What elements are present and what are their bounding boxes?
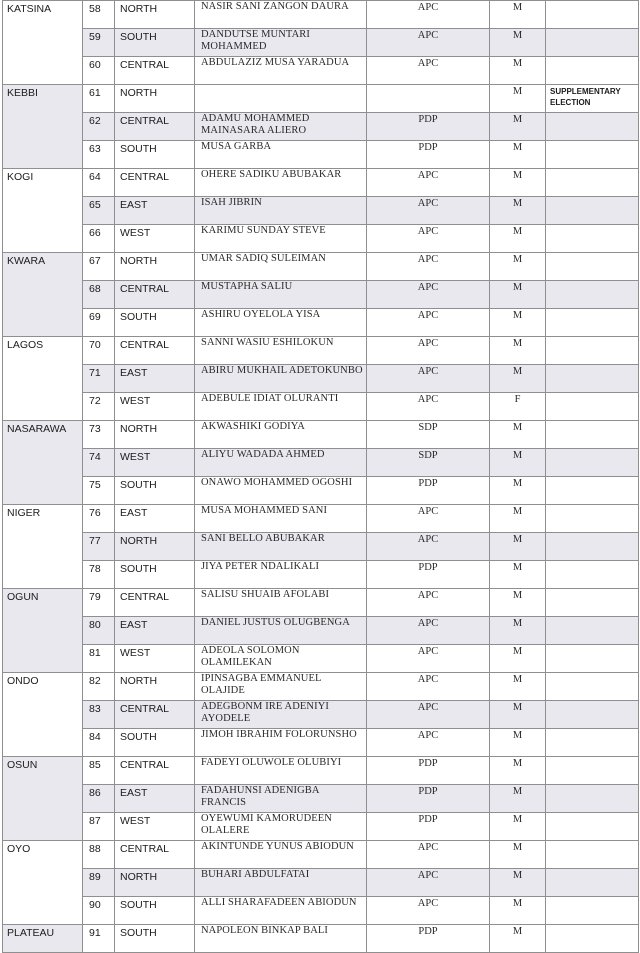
remark-cell xyxy=(546,169,639,197)
remark-cell xyxy=(546,1,639,29)
district-number-cell: 69 xyxy=(83,309,115,337)
candidate-name-cell: OHERE SADIKU ABUBAKAR xyxy=(195,169,367,197)
table-row xyxy=(3,1,639,29)
state-group xyxy=(3,925,639,953)
party-cell: PDP xyxy=(367,925,490,953)
gender-cell: M xyxy=(490,561,546,589)
district-number-cell: 75 xyxy=(83,477,115,505)
district-number-cell: 60 xyxy=(83,57,115,85)
party-cell: APC xyxy=(367,1,490,29)
remark-cell xyxy=(546,617,639,645)
district-number-cell: 64 xyxy=(83,169,115,197)
district-number-cell: 88 xyxy=(83,841,115,869)
candidate-name-cell: SALISU SHUAIB AFOLABI xyxy=(195,589,367,617)
state-group xyxy=(3,337,639,421)
district-number-cell: 81 xyxy=(83,645,115,673)
party-cell: PDP xyxy=(367,141,490,169)
party-cell: SDP xyxy=(367,421,490,449)
state-cell: PLATEAU xyxy=(3,925,83,953)
candidate-name-cell: MUSA GARBA xyxy=(195,141,367,169)
candidate-name-cell: IPINSAGBA EMMANUEL OLAJIDE xyxy=(195,673,367,701)
gender-cell: F xyxy=(490,393,546,421)
candidate-name-cell: MUSTAPHA SALIU xyxy=(195,281,367,309)
party-cell: APC xyxy=(367,57,490,85)
candidate-name-cell: ADEOLA SOLOMON OLAMILEKAN xyxy=(195,645,367,673)
district-number-cell: 73 xyxy=(83,421,115,449)
district-number-cell: 84 xyxy=(83,729,115,757)
table-row xyxy=(3,757,639,785)
state-group xyxy=(3,673,639,757)
senatorial-zone-cell: SOUTH xyxy=(115,141,195,169)
gender-cell: M xyxy=(490,925,546,953)
party-cell: APC xyxy=(367,281,490,309)
candidate-name-cell: ASHIRU OYELOLA YISA xyxy=(195,309,367,337)
candidate-name-cell: BUHARI ABDULFATAI xyxy=(195,869,367,897)
district-number-cell: 70 xyxy=(83,337,115,365)
remark-cell xyxy=(546,309,639,337)
gender-cell: M xyxy=(490,841,546,869)
table-row xyxy=(3,141,639,169)
remark-cell xyxy=(546,533,639,561)
candidate-name-cell: ABIRU MUKHAIL ADETOKUNBO xyxy=(195,365,367,393)
district-number-cell: 68 xyxy=(83,281,115,309)
gender-cell: M xyxy=(490,813,546,841)
gender-cell: M xyxy=(490,365,546,393)
party-cell: APC xyxy=(367,365,490,393)
candidate-name-cell: AKINTUNDE YUNUS ABIODUN xyxy=(195,841,367,869)
senatorial-zone-cell: WEST xyxy=(115,449,195,477)
district-number-cell: 61 xyxy=(83,85,115,113)
candidate-name-cell: ADEGBONM IRE ADENIYI AYODELE xyxy=(195,701,367,729)
district-number-cell: 80 xyxy=(83,617,115,645)
party-cell: PDP xyxy=(367,785,490,813)
table-row xyxy=(3,589,639,617)
senatorial-zone-cell: WEST xyxy=(115,645,195,673)
table-row xyxy=(3,281,639,309)
candidate-name-cell: ISAH JIBRIN xyxy=(195,197,367,225)
party-cell: APC xyxy=(367,869,490,897)
senatorial-zone-cell: CENTRAL xyxy=(115,169,195,197)
party-cell: APC xyxy=(367,505,490,533)
senatorial-zone-cell: NORTH xyxy=(115,85,195,113)
senatorial-zone-cell: SOUTH xyxy=(115,729,195,757)
district-number-cell: 63 xyxy=(83,141,115,169)
district-number-cell: 83 xyxy=(83,701,115,729)
state-group xyxy=(3,1,639,85)
senatorial-zone-cell: WEST xyxy=(115,813,195,841)
remark-cell xyxy=(546,589,639,617)
party-cell: APC xyxy=(367,533,490,561)
gender-cell: M xyxy=(490,645,546,673)
remark-cell xyxy=(546,337,639,365)
senatorial-zone-cell: WEST xyxy=(115,393,195,421)
remark-cell xyxy=(546,701,639,729)
state-group xyxy=(3,757,639,841)
gender-cell: M xyxy=(490,701,546,729)
candidate-name-cell: FADEYI OLUWOLE OLUBIYI xyxy=(195,757,367,785)
party-cell: APC xyxy=(367,673,490,701)
table-row xyxy=(3,729,639,757)
party-cell xyxy=(367,85,490,113)
candidate-name-cell: ALLI SHARAFADEEN ABIODUN xyxy=(195,897,367,925)
district-number-cell: 79 xyxy=(83,589,115,617)
remark-cell xyxy=(546,421,639,449)
district-number-cell: 71 xyxy=(83,365,115,393)
district-number-cell: 67 xyxy=(83,253,115,281)
state-group xyxy=(3,85,639,169)
senatorial-zone-cell: EAST xyxy=(115,197,195,225)
candidate-name-cell: FADAHUNSI ADENIGBA FRANCIS xyxy=(195,785,367,813)
party-cell: APC xyxy=(367,169,490,197)
table-row xyxy=(3,393,639,421)
senatorial-zone-cell: EAST xyxy=(115,505,195,533)
district-number-cell: 66 xyxy=(83,225,115,253)
gender-cell: M xyxy=(490,897,546,925)
district-number-cell: 85 xyxy=(83,757,115,785)
results-table xyxy=(2,0,639,953)
candidate-name-cell: SANI BELLO ABUBAKAR xyxy=(195,533,367,561)
table-row xyxy=(3,421,639,449)
party-cell: APC xyxy=(367,337,490,365)
gender-cell: M xyxy=(490,617,546,645)
senatorial-zone-cell: NORTH xyxy=(115,253,195,281)
remark-cell xyxy=(546,645,639,673)
party-cell: PDP xyxy=(367,561,490,589)
district-number-cell: 89 xyxy=(83,869,115,897)
party-cell: APC xyxy=(367,841,490,869)
table-row xyxy=(3,673,639,701)
table-row xyxy=(3,169,639,197)
remark-cell xyxy=(546,673,639,701)
district-number-cell: 87 xyxy=(83,813,115,841)
candidate-name-cell xyxy=(195,85,367,113)
state-cell: ONDO xyxy=(3,673,83,757)
senatorial-zone-cell: NORTH xyxy=(115,421,195,449)
gender-cell: M xyxy=(490,757,546,785)
table-row xyxy=(3,225,639,253)
table-row xyxy=(3,617,639,645)
gender-cell: M xyxy=(490,449,546,477)
state-cell: NIGER xyxy=(3,505,83,589)
party-cell: PDP xyxy=(367,757,490,785)
remark-cell xyxy=(546,449,639,477)
candidate-name-cell: UMAR SADIQ SULEIMAN xyxy=(195,253,367,281)
senatorial-zone-cell: CENTRAL xyxy=(115,337,195,365)
state-cell: OGUN xyxy=(3,589,83,673)
table-row xyxy=(3,57,639,85)
district-number-cell: 62 xyxy=(83,113,115,141)
state-group xyxy=(3,841,639,925)
party-cell: PDP xyxy=(367,477,490,505)
candidate-name-cell: DANDUTSE MUNTARI MOHAMMED xyxy=(195,29,367,57)
senatorial-zone-cell: NORTH xyxy=(115,533,195,561)
gender-cell: M xyxy=(490,253,546,281)
table-row xyxy=(3,925,639,953)
gender-cell: M xyxy=(490,337,546,365)
table-row xyxy=(3,477,639,505)
candidate-name-cell: KARIMU SUNDAY STEVE xyxy=(195,225,367,253)
senatorial-zone-cell: CENTRAL xyxy=(115,589,195,617)
remark-cell xyxy=(546,561,639,589)
gender-cell: M xyxy=(490,169,546,197)
table-row xyxy=(3,253,639,281)
gender-cell: M xyxy=(490,421,546,449)
party-cell: APC xyxy=(367,309,490,337)
remark-cell: SUPPLEMENTARY ELECTION xyxy=(546,85,639,113)
state-cell: KATSINA xyxy=(3,1,83,85)
gender-cell: M xyxy=(490,225,546,253)
table-row xyxy=(3,785,639,813)
table-row xyxy=(3,337,639,365)
district-number-cell: 78 xyxy=(83,561,115,589)
gender-cell: M xyxy=(490,29,546,57)
table-row xyxy=(3,197,639,225)
gender-cell: M xyxy=(490,589,546,617)
party-cell: APC xyxy=(367,29,490,57)
candidate-name-cell: OYEWUMI KAMORUDEEN OLALERE xyxy=(195,813,367,841)
gender-cell: M xyxy=(490,281,546,309)
district-number-cell: 59 xyxy=(83,29,115,57)
remark-cell xyxy=(546,113,639,141)
senatorial-zone-cell: SOUTH xyxy=(115,897,195,925)
table-row xyxy=(3,29,639,57)
party-cell: APC xyxy=(367,617,490,645)
district-number-cell: 86 xyxy=(83,785,115,813)
senatorial-zone-cell: NORTH xyxy=(115,1,195,29)
gender-cell: M xyxy=(490,57,546,85)
gender-cell: M xyxy=(490,1,546,29)
senatorial-zone-cell: CENTRAL xyxy=(115,281,195,309)
senatorial-zone-cell: SOUTH xyxy=(115,925,195,953)
senatorial-zone-cell: CENTRAL xyxy=(115,701,195,729)
gender-cell: M xyxy=(490,729,546,757)
remark-cell xyxy=(546,365,639,393)
senatorial-zone-cell: CENTRAL xyxy=(115,841,195,869)
gender-cell: M xyxy=(490,533,546,561)
table-row xyxy=(3,841,639,869)
table-row xyxy=(3,645,639,673)
candidate-name-cell: AKWASHIKI GODIYA xyxy=(195,421,367,449)
district-number-cell: 90 xyxy=(83,897,115,925)
senatorial-zone-cell: WEST xyxy=(115,225,195,253)
district-number-cell: 65 xyxy=(83,197,115,225)
district-number-cell: 72 xyxy=(83,393,115,421)
senatorial-zone-cell: EAST xyxy=(115,617,195,645)
party-cell: APC xyxy=(367,393,490,421)
table-row xyxy=(3,85,639,113)
gender-cell: M xyxy=(490,785,546,813)
district-number-cell: 76 xyxy=(83,505,115,533)
remark-cell xyxy=(546,813,639,841)
senatorial-zone-cell: SOUTH xyxy=(115,29,195,57)
remark-cell xyxy=(546,57,639,85)
state-group xyxy=(3,589,639,673)
remark-cell xyxy=(546,225,639,253)
candidate-name-cell: ADAMU MOHAMMED MAINASARA ALIERO xyxy=(195,113,367,141)
senatorial-zone-cell: SOUTH xyxy=(115,561,195,589)
candidate-name-cell: MUSA MOHAMMED SANI xyxy=(195,505,367,533)
table-row xyxy=(3,701,639,729)
table-row xyxy=(3,505,639,533)
table-row xyxy=(3,113,639,141)
party-cell: APC xyxy=(367,253,490,281)
state-cell: OYO xyxy=(3,841,83,925)
senatorial-zone-cell: EAST xyxy=(115,365,195,393)
candidate-name-cell: SANNI WASIU ESHILOKUN xyxy=(195,337,367,365)
senatorial-zone-cell: SOUTH xyxy=(115,477,195,505)
candidate-name-cell: DANIEL JUSTUS OLUGBENGA xyxy=(195,617,367,645)
remark-cell xyxy=(546,729,639,757)
party-cell: PDP xyxy=(367,113,490,141)
candidate-name-cell: NASIR SANI ZANGON DAURA xyxy=(195,1,367,29)
gender-cell: M xyxy=(490,85,546,113)
party-cell: APC xyxy=(367,589,490,617)
remark-cell xyxy=(546,281,639,309)
table-row xyxy=(3,561,639,589)
candidate-name-cell: JIYA PETER NDALIKALI xyxy=(195,561,367,589)
state-group xyxy=(3,253,639,337)
candidate-name-cell: JIMOH IBRAHIM FOLORUNSHO xyxy=(195,729,367,757)
remark-cell xyxy=(546,869,639,897)
remark-cell xyxy=(546,197,639,225)
senatorial-zone-cell: CENTRAL xyxy=(115,57,195,85)
remark-cell xyxy=(546,785,639,813)
remark-cell xyxy=(546,29,639,57)
party-cell: APC xyxy=(367,645,490,673)
state-cell: LAGOS xyxy=(3,337,83,421)
gender-cell: M xyxy=(490,505,546,533)
remark-cell xyxy=(546,897,639,925)
gender-cell: M xyxy=(490,141,546,169)
state-group xyxy=(3,169,639,253)
remark-cell xyxy=(546,393,639,421)
state-group xyxy=(3,421,639,505)
senatorial-zone-cell: CENTRAL xyxy=(115,757,195,785)
table-row xyxy=(3,365,639,393)
senatorial-zone-cell: CENTRAL xyxy=(115,113,195,141)
remark-cell xyxy=(546,757,639,785)
gender-cell: M xyxy=(490,869,546,897)
remark-cell xyxy=(546,505,639,533)
senatorial-zone-cell: NORTH xyxy=(115,869,195,897)
state-cell: OSUN xyxy=(3,757,83,841)
district-number-cell: 77 xyxy=(83,533,115,561)
gender-cell: M xyxy=(490,197,546,225)
party-cell: SDP xyxy=(367,449,490,477)
district-number-cell: 58 xyxy=(83,1,115,29)
district-number-cell: 91 xyxy=(83,925,115,953)
state-cell: NASARAWA xyxy=(3,421,83,505)
gender-cell: M xyxy=(490,477,546,505)
table-row xyxy=(3,813,639,841)
remark-cell xyxy=(546,925,639,953)
table-row xyxy=(3,309,639,337)
senatorial-zone-cell: EAST xyxy=(115,785,195,813)
party-cell: PDP xyxy=(367,813,490,841)
remark-cell xyxy=(546,253,639,281)
party-cell: APC xyxy=(367,729,490,757)
remark-cell xyxy=(546,841,639,869)
party-cell: APC xyxy=(367,701,490,729)
senatorial-zone-cell: SOUTH xyxy=(115,309,195,337)
table-row xyxy=(3,449,639,477)
party-cell: APC xyxy=(367,897,490,925)
remark-cell xyxy=(546,141,639,169)
district-number-cell: 74 xyxy=(83,449,115,477)
table-row xyxy=(3,897,639,925)
senatorial-zone-cell: NORTH xyxy=(115,673,195,701)
gender-cell: M xyxy=(490,673,546,701)
gender-cell: M xyxy=(490,309,546,337)
party-cell: APC xyxy=(367,225,490,253)
candidate-name-cell: ALIYU WADADA AHMED xyxy=(195,449,367,477)
remark-cell xyxy=(546,477,639,505)
candidate-name-cell: NAPOLEON BINKAP BALI xyxy=(195,925,367,953)
party-cell: APC xyxy=(367,197,490,225)
table-row xyxy=(3,533,639,561)
candidate-name-cell: ADEBULE IDIAT OLURANTI xyxy=(195,393,367,421)
district-number-cell: 82 xyxy=(83,673,115,701)
gender-cell: M xyxy=(490,113,546,141)
state-cell: KWARA xyxy=(3,253,83,337)
state-cell: KOGI xyxy=(3,169,83,253)
table-row xyxy=(3,869,639,897)
candidate-name-cell: ABDULAZIZ MUSA YARADUA xyxy=(195,57,367,85)
state-cell: KEBBI xyxy=(3,85,83,169)
state-group xyxy=(3,505,639,589)
candidate-name-cell: ONAWO MOHAMMED OGOSHI xyxy=(195,477,367,505)
